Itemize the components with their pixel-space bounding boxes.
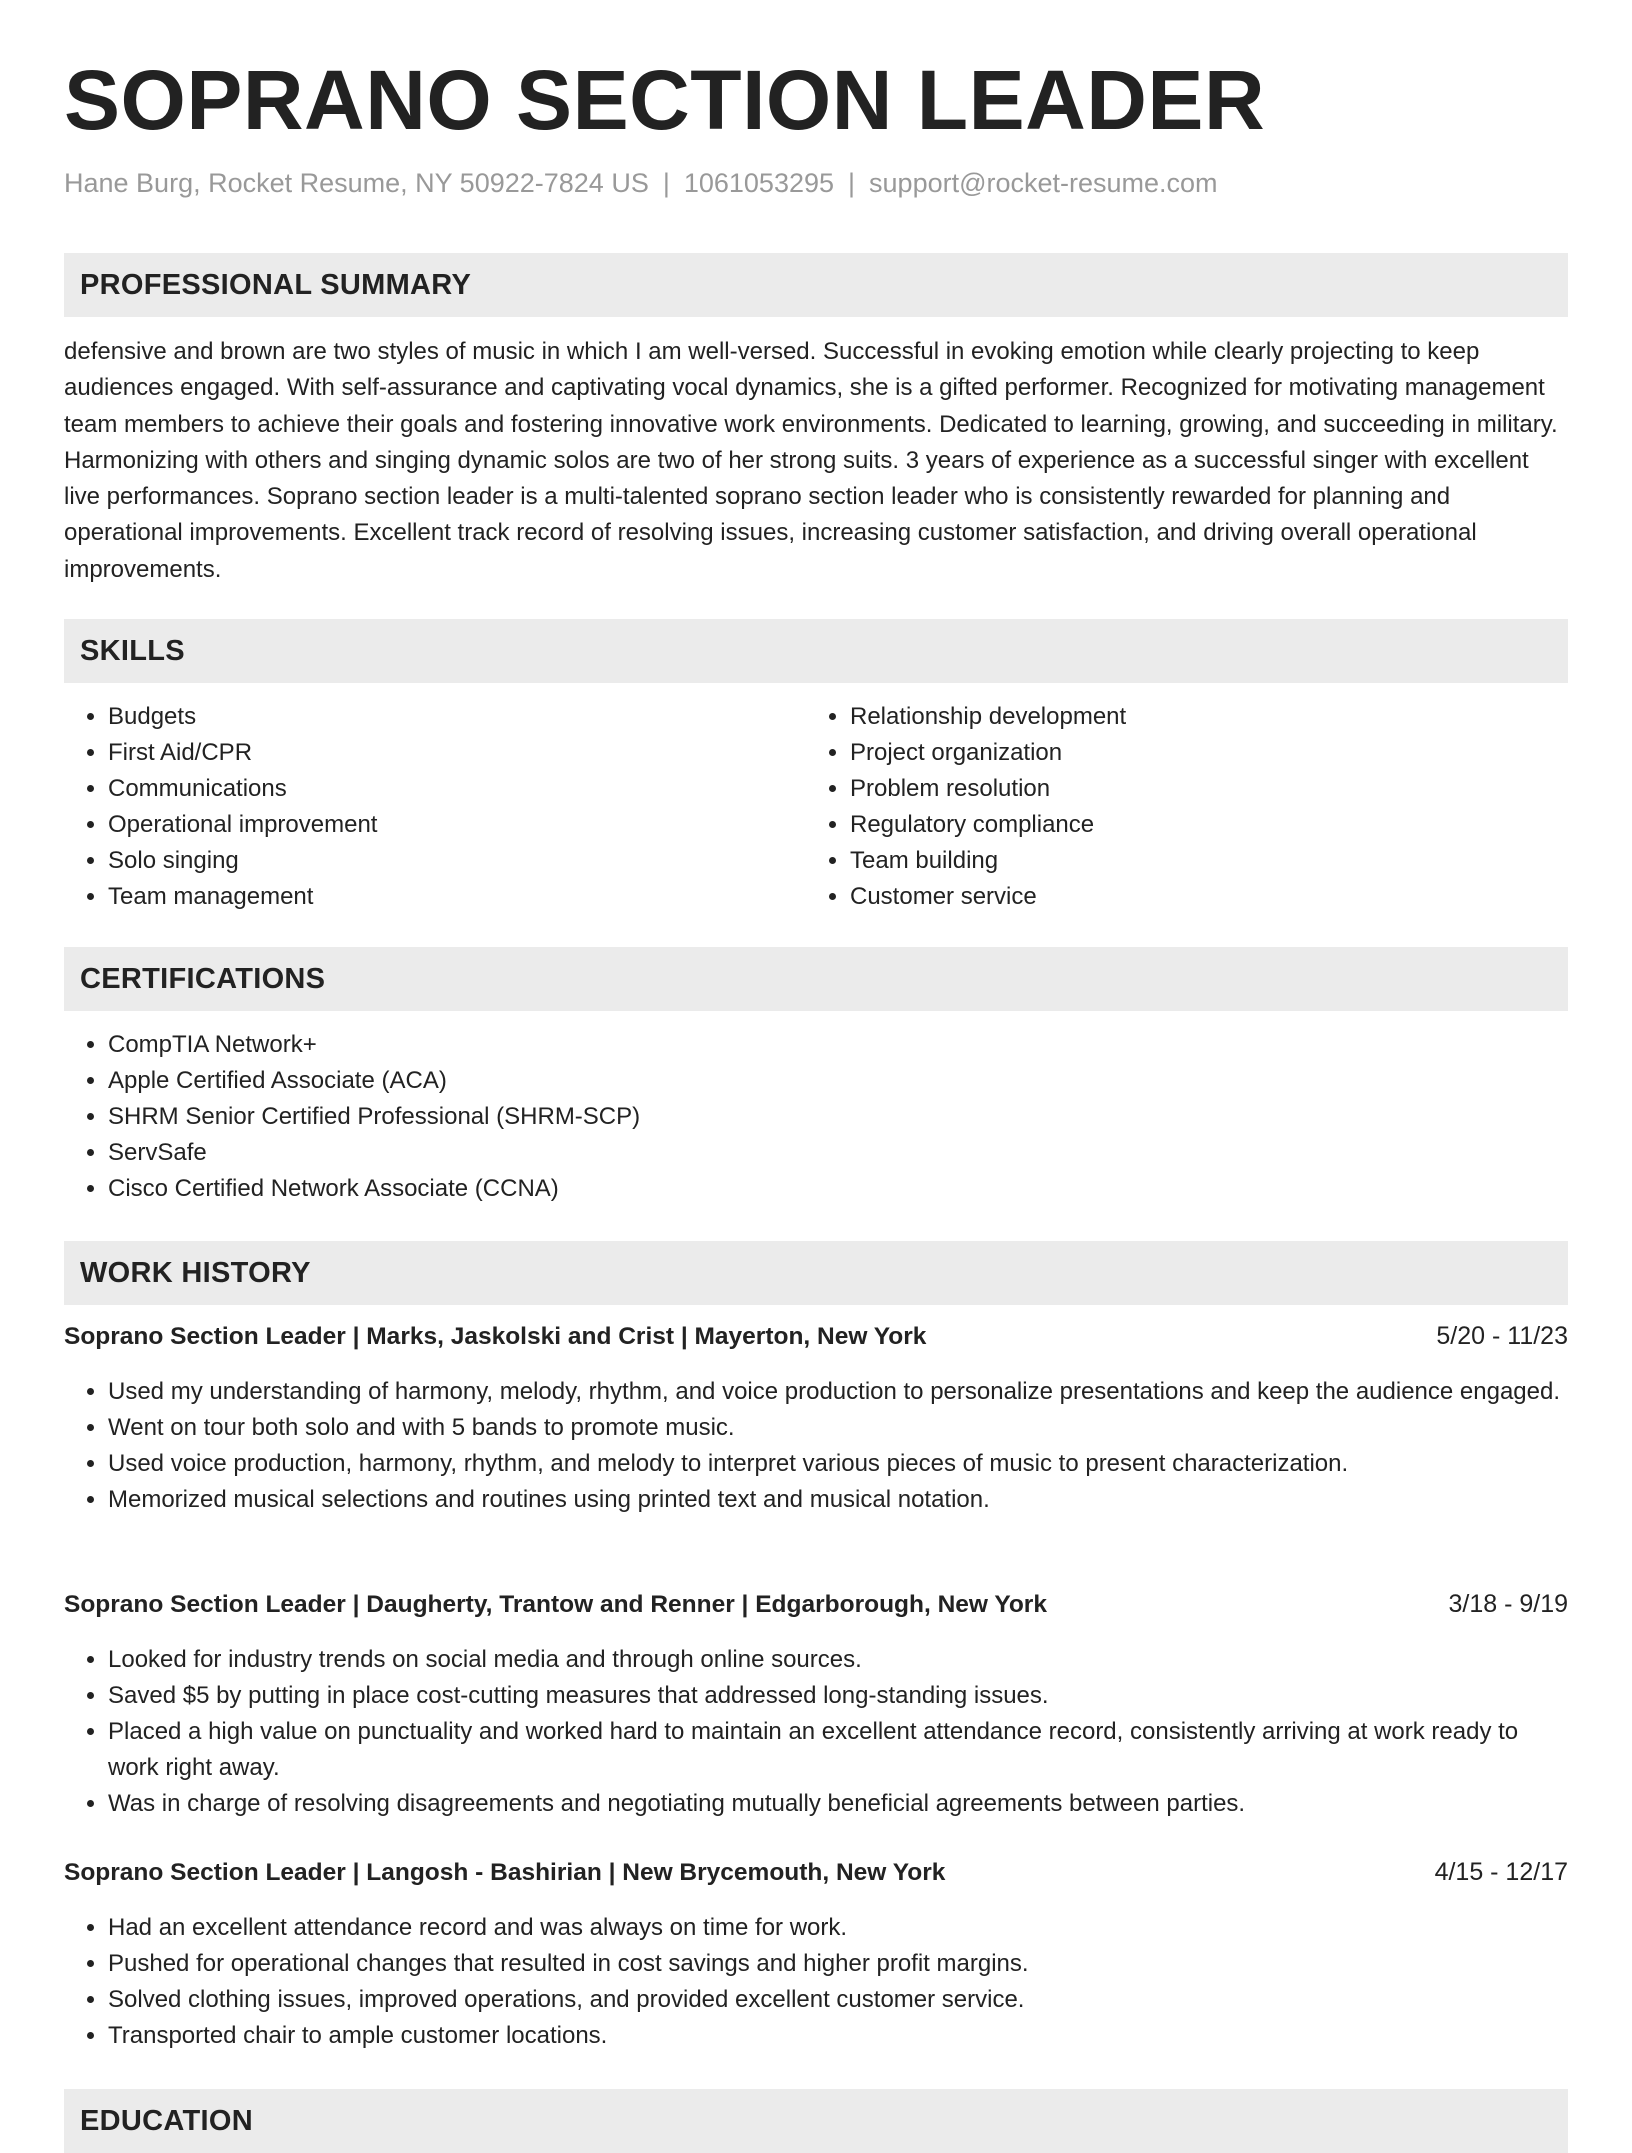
skill-item: • Team building — [850, 843, 1548, 879]
skill-item: • Team management — [108, 879, 806, 915]
summary-section-header — [64, 253, 1568, 317]
skill-item: • Customer service — [850, 879, 1548, 915]
job-dates: 3/18 - 9/19 — [1448, 1590, 1568, 1618]
contact-line — [64, 168, 1218, 199]
skills-column-left — [64, 699, 806, 915]
education-section-header — [64, 2089, 1568, 2153]
section-heading: WORK HISTORY — [80, 1256, 311, 1289]
job-title: Soprano Section Leader | Marks, Jaskolski and Crist | Mayerton, New York — [64, 1323, 927, 1350]
job-bullet: • Went on tour both solo and with 5 bands to promote music. — [108, 1410, 1568, 1446]
skill-item: • First Aid/CPR — [108, 735, 806, 771]
job-entry — [64, 1858, 1568, 2054]
section-heading: SKILLS — [80, 634, 185, 667]
section-heading: PROFESSIONAL SUMMARY — [80, 268, 472, 301]
section-heading: CERTIFICATIONS — [80, 962, 326, 995]
contact-address: Hane Burg, Rocket Resume, NY 50922-7824 US — [64, 168, 649, 198]
summary-text: defensive and brown are two styles of music in which I am well-versed. Successful in evoking emotion while clearly projecting to keep audiences engaged. With self-assurance and captivating vocal dynamics, she is a gifted performer. Recognized for motivating management team members to achieve their goals and fostering innovative work environments. Dedicated to learning, growing, and succeeding in military. Harmonizing with others and singing dynamic solos are two of her strong suits. 3 years of experience as a successful singer with excellent live performances. Soprano section leader is a multi-talented soprano section leader who is consistently rewarded for planning and operational improvements. Excellent track record of resolving issues, increasing customer satisfaction, and driving overall operational improvements. — [64, 338, 1558, 583]
job-bullet: • Used voice production, harmony, rhythm, and melody to interpret various pieces of music to present characterization. — [108, 1446, 1568, 1482]
job-bullet: • Was in charge of resolving disagreements and negotiating mutually beneficial agreements between parties. — [108, 1786, 1568, 1822]
skills-section-header — [64, 619, 1568, 683]
job-entry — [64, 1322, 1568, 1518]
job-dates: 4/15 - 12/17 — [1434, 1858, 1568, 1886]
skills-list — [64, 699, 1568, 915]
certification-item: • Apple Certified Associate (ACA) — [108, 1063, 1568, 1099]
job-dates: 5/20 - 11/23 — [1436, 1322, 1568, 1350]
resume-title: SOPRANO SECTION LEADER — [64, 53, 1266, 147]
job-bullet: • Placed a high value on punctuality and worked hard to maintain an excellent attendance record, consistently arriving at work ready to work right away. — [108, 1714, 1568, 1786]
skill-item: • Project organization — [850, 735, 1548, 771]
contact-phone: 1061053295 — [683, 168, 835, 198]
job-bullet: • Memorized musical selections and routines using printed text and musical notation. — [108, 1482, 1568, 1518]
skill-item: • Solo singing — [108, 843, 806, 879]
skill-item: • Communications — [108, 771, 806, 807]
contact-separator: | — [848, 168, 856, 198]
job-entry — [64, 1590, 1568, 1822]
skill-item: • Problem resolution — [850, 771, 1548, 807]
skill-item: • Relationship development — [850, 699, 1548, 735]
certifications-section-header — [64, 947, 1568, 1011]
skill-item: • Regulatory compliance — [850, 807, 1548, 843]
job-title: Soprano Section Leader | Daugherty, Trantow and Renner | Edgarborough, New York — [64, 1591, 1047, 1618]
skill-item: • Budgets — [108, 699, 806, 735]
contact-email: support@rocket-resume.com — [869, 168, 1218, 198]
certification-item: • ServSafe — [108, 1135, 1568, 1171]
skills-column-right — [806, 699, 1548, 915]
work-history-section-header — [64, 1241, 1568, 1305]
job-title: Soprano Section Leader | Langosh - Bashirian | New Brycemouth, New York — [64, 1859, 946, 1886]
job-bullet: • Used my understanding of harmony, melody, rhythm, and voice production to personalize presentations and keep the audience engaged. — [108, 1374, 1568, 1410]
certification-item: • CompTIA Network+ — [108, 1027, 1568, 1063]
job-bullet: • Had an excellent attendance record and was always on time for work. — [108, 1910, 1568, 1946]
job-bullet: • Looked for industry trends on social media and through online sources. — [108, 1642, 1568, 1678]
job-bullet: • Pushed for operational changes that resulted in cost savings and higher profit margins. — [108, 1946, 1568, 1982]
contact-separator: | — [662, 168, 670, 198]
certifications-list — [64, 1027, 1568, 1207]
section-heading: EDUCATION — [80, 2104, 253, 2137]
skill-item: • Operational improvement — [108, 807, 806, 843]
job-bullet: • Transported chair to ample customer locations. — [108, 2018, 1568, 2054]
certification-item: • Cisco Certified Network Associate (CCNA) — [108, 1171, 1568, 1207]
job-bullet: • Saved $5 by putting in place cost-cutting measures that addressed long-standing issues. — [108, 1678, 1568, 1714]
job-bullet: • Solved clothing issues, improved operations, and provided excellent customer service. — [108, 1982, 1568, 2018]
certification-item: • SHRM Senior Certified Professional (SHRM-SCP) — [108, 1099, 1568, 1135]
